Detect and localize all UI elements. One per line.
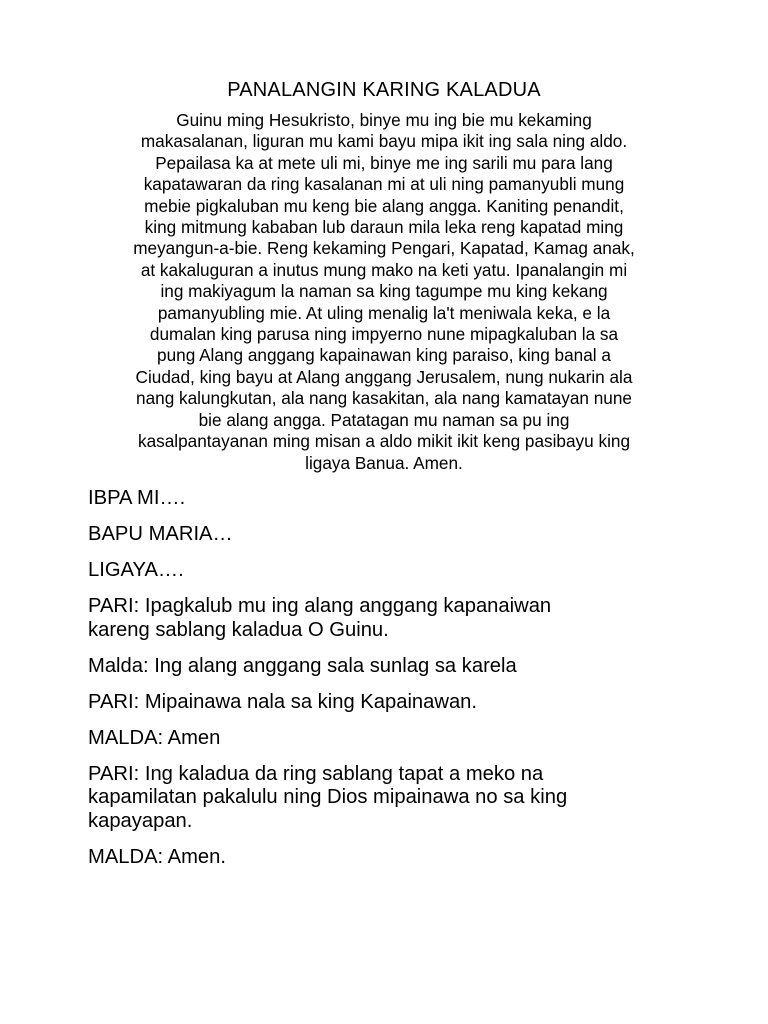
prayer-line: king mitmung kababan lub daraun mila leka reng kapatad ming bbox=[144, 217, 624, 238]
prayer-line: kasalpantayanan ming misan a aldo mikit ikit keng pasibayu king bbox=[137, 431, 631, 452]
response-paragraph bbox=[88, 523, 708, 547]
prayer-line: makasalanan, liguran mu kami bayu mipa ikit ing sala ning aldo. bbox=[140, 131, 628, 152]
prayer-line: pamanyubling mie. At uling menalig la't meniwala keka, e la bbox=[157, 302, 611, 323]
response-line: PARI: Ipagkalub mu ing alang anggang kapanaiwan bbox=[88, 595, 552, 617]
document-title: PANALANGIN KARING KALADUA bbox=[227, 79, 541, 101]
prayer-line: Pepailasa ka at mete uli mi, binye me ing sarili mu para lang bbox=[155, 152, 613, 173]
response-paragraph bbox=[88, 691, 708, 715]
response-line: kapamilatan pakalulu ning Dios mipainawa no sa king bbox=[88, 786, 568, 808]
prayer-line: ligaya Banua. Amen. bbox=[305, 452, 463, 473]
prayer-line: Guinu ming Hesukristo, binye mu ing bie mu kekaming bbox=[176, 110, 592, 130]
response-paragraph bbox=[88, 763, 708, 834]
prayer-line: nang kalungkutan, ala nang kasakitan, ala nang kamatayan nune bbox=[136, 388, 632, 409]
prayer-line: bie alang angga. Patatagan mu naman sa pu ing bbox=[198, 409, 570, 430]
response-paragraph bbox=[88, 595, 708, 642]
response-paragraph bbox=[88, 559, 708, 583]
prayer-line: dumalan king parusa ning impyerno nune mipagkaluban la sa bbox=[149, 324, 619, 345]
response-line: MALDA: Amen bbox=[88, 726, 221, 749]
prayer-line: meyangun-a-bie. Reng kekaming Pengari, Kapatad, Kamag anak, bbox=[133, 238, 635, 259]
response-line: LIGAYA…. bbox=[88, 559, 184, 581]
prayer-line: kapatawaran da ring kasalanan mi at uli ning pamanyubli mung bbox=[143, 174, 625, 195]
response-paragraph bbox=[88, 727, 708, 751]
response-line: IBPA MI…. bbox=[88, 487, 186, 509]
response-line: PARI: Ing kaladua da ring sablang tapat a meko na bbox=[88, 762, 544, 785]
response-line: PARI: Mipainawa nala sa king Kapainawan. bbox=[88, 690, 478, 713]
response-line: kapayapan. bbox=[88, 809, 193, 832]
response-line: Malda: Ing alang anggang sala sunlag sa karela bbox=[88, 654, 517, 677]
response-paragraph bbox=[88, 846, 708, 870]
response-line: MALDA: Amen. bbox=[88, 845, 226, 868]
response-paragraph bbox=[88, 487, 708, 511]
prayer-line: mebie pigkaluban mu keng bie alang angga. Kaniting penandit, bbox=[144, 195, 624, 216]
response-line: kareng sablang kaladua O Guinu. bbox=[88, 618, 389, 641]
response-paragraph bbox=[88, 655, 708, 679]
response-line: BAPU MARIA… bbox=[88, 523, 233, 545]
prayer-line: pung Alang anggang kapainawan king paraiso, king banal a bbox=[157, 345, 611, 366]
prayer-paragraph bbox=[84, 110, 684, 474]
litany-responses bbox=[88, 487, 708, 882]
prayer-line: at kakaluguran a inutus mung mako na keti yatu. Ipanalangin mi bbox=[140, 259, 628, 280]
prayer-line: Ciudad, king bayu at Alang anggang Jerusalem, nung nukarin ala bbox=[135, 366, 633, 387]
prayer-line: ing makiyagum la naman sa king tagumpe mu king kekang bbox=[160, 281, 608, 302]
